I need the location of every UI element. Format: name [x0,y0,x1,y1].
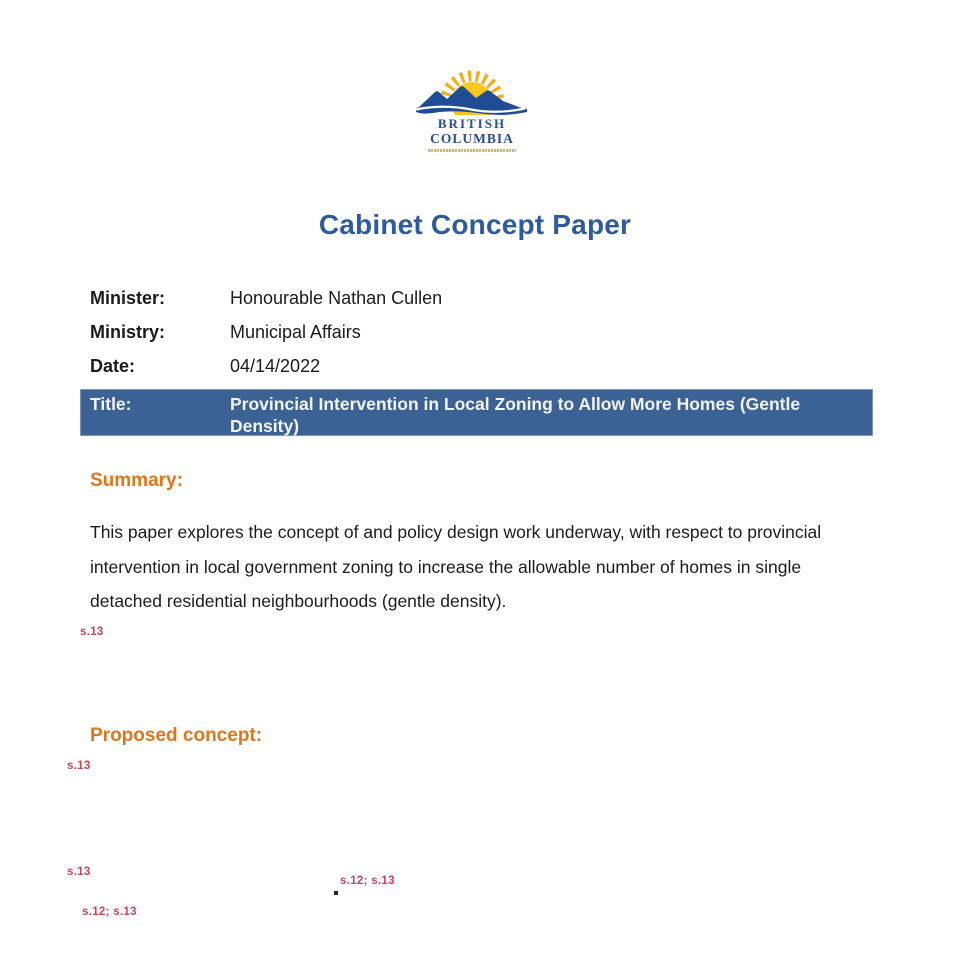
summary-heading: Summary: [90,470,183,491]
meta-table [90,288,790,390]
british-columbia-logo [412,63,532,152]
ministry-value: Municipal Affairs [230,322,361,342]
title-bar-value: Provincial Intervention in Local Zoning to Allow More Homes (Gentle Density) [230,394,801,436]
page-title: Cabinet Concept Paper [318,209,632,240]
redaction-code: s.13 [67,760,91,772]
logo-text-columbia: COLUMBIA [430,131,514,146]
minister-label: Minister: [90,288,166,308]
meta-row-ministry [90,322,790,342]
title-bar-label: Title: [90,394,132,414]
date-value: 04/14/2022 [230,356,321,376]
redaction-code: s.12; s.13 [82,906,137,918]
logo-text-british: BRITISH [437,116,507,131]
logo-tagline [428,149,516,152]
bc-logo-graphic [413,63,531,115]
title-bar [80,389,873,436]
minister-value: Honourable Nathan Cullen [230,288,443,308]
redaction-code: s.12; s.13 [340,875,395,887]
summary-paragraph: This paper explores the concept of and policy design work underway, with respect to provincial intervention in local government zoning to increase the allowable number of homes in single detached residential neighbourhoods (gentle density). [90,522,822,611]
meta-row-minister [90,288,790,308]
date-label: Date: [90,356,136,376]
bullet-dot [334,891,338,895]
redaction-code: s.13 [80,626,104,638]
meta-row-date [90,356,790,376]
ministry-label: Ministry: [90,322,166,342]
proposed-concept-heading: Proposed concept: [90,725,263,746]
redaction-code: s.13 [67,866,91,878]
